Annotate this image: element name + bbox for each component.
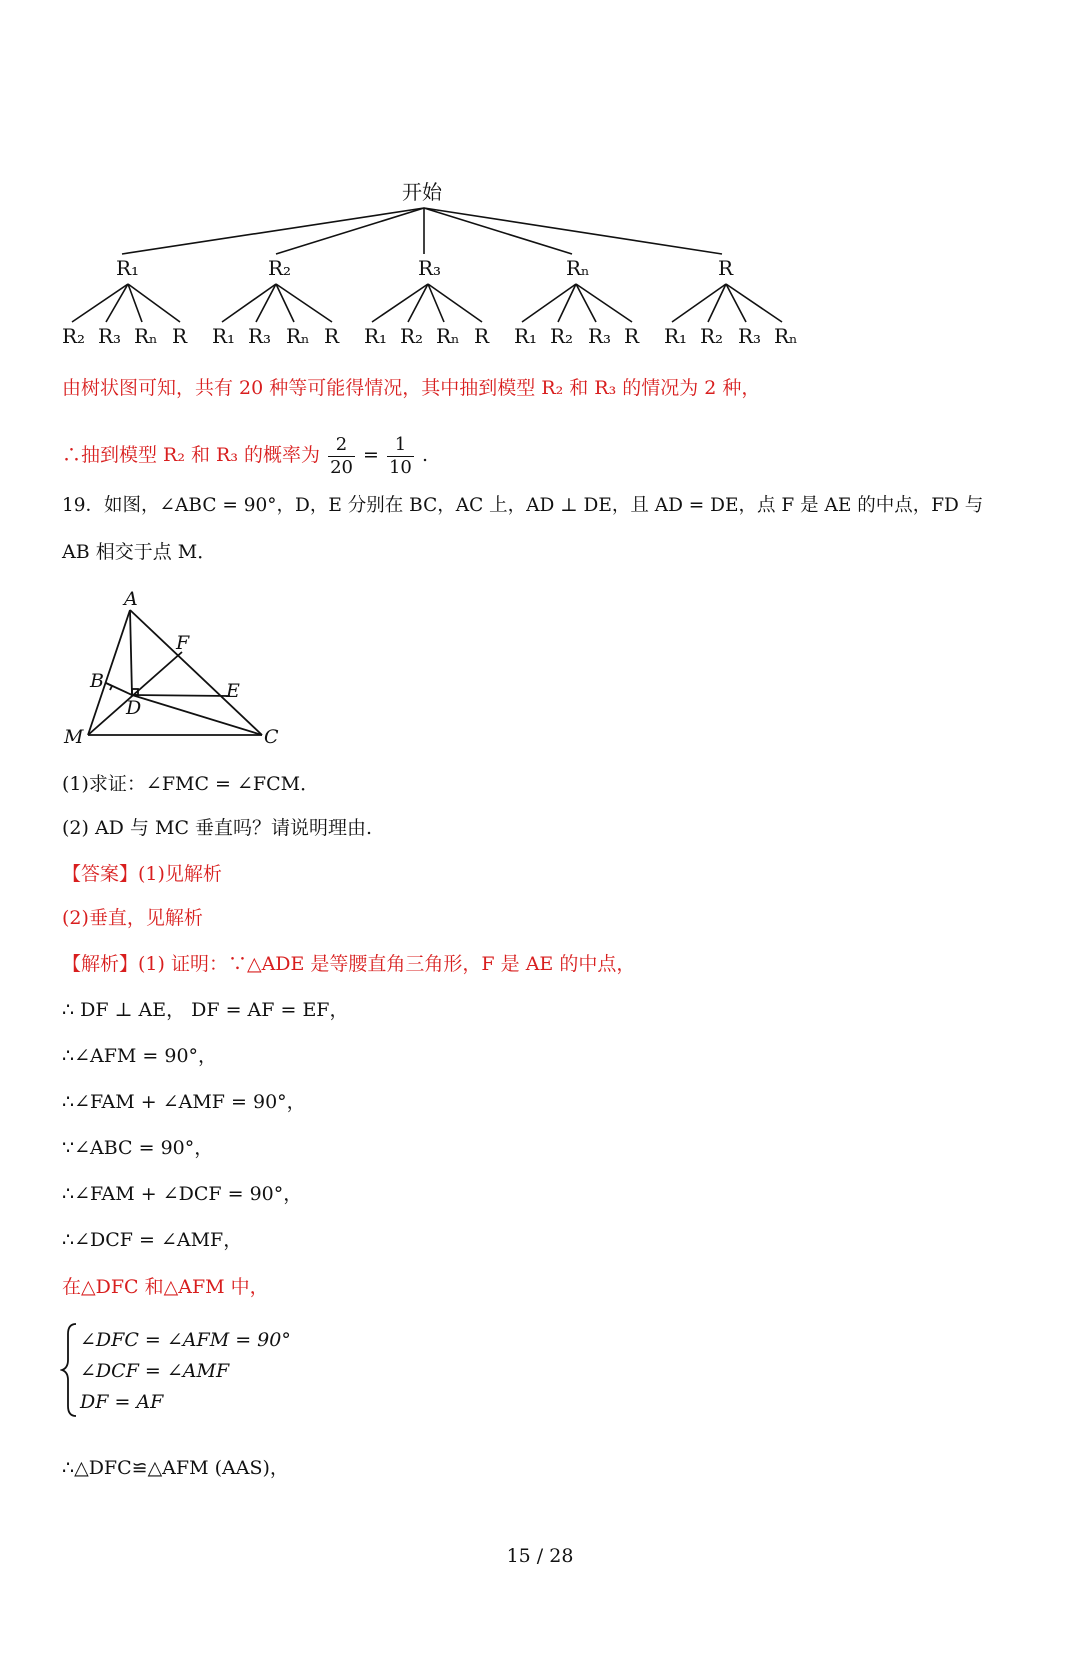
probability-prefix: ∴抽到模型 R₂ 和 R₃ 的概率为 <box>62 444 321 466</box>
label-a: A <box>124 588 138 610</box>
tree-leaf: R₃ <box>588 324 612 348</box>
system-eq: DF = AF <box>80 1391 164 1413</box>
tree-leaf: Rₙ <box>134 324 158 348</box>
sub-question-2: (2) AD 与 MC 垂直吗？请说明理由. <box>62 817 373 839</box>
tree-leaf: R₁ <box>514 324 538 348</box>
tree-leaf: R₃ <box>248 324 272 348</box>
label-e: E <box>226 680 240 702</box>
label-c: C <box>264 726 279 748</box>
fraction-2-20 <box>328 434 355 479</box>
tree-leaf: R <box>172 324 188 348</box>
tree-leaf: R₂ <box>700 324 724 348</box>
answer-line-1: 【答案】(1)见解析 <box>62 863 222 885</box>
proof-step: ∴∠FAM + ∠AMF = 90°， <box>62 1091 306 1113</box>
label-f: F <box>176 632 190 654</box>
answer-line-2: (2)垂直，见解析 <box>62 907 203 929</box>
tree-leaf: R <box>624 324 640 348</box>
tree-node-r3: R₃ <box>418 256 442 280</box>
tree-leaf: R₁ <box>664 324 688 348</box>
left-brace <box>60 1320 80 1420</box>
page-number: 15 / 28 <box>506 1545 574 1567</box>
tree-leaf: Rₙ <box>774 324 798 348</box>
in-triangles-line: 在△DFC 和△AFM 中， <box>62 1276 269 1298</box>
fraction-denominator: 10 <box>388 456 412 478</box>
label-m: M <box>64 726 84 748</box>
conclusion-line: ∴△DFC≌△AFM (AAS)， <box>62 1457 289 1479</box>
tree-leaf: R₁ <box>364 324 388 348</box>
fraction-numerator: 1 <box>387 434 414 457</box>
proof-step: ∴∠AFM = 90°， <box>62 1045 218 1067</box>
equals-sign: = <box>363 444 379 466</box>
tree-leaf: R <box>324 324 340 348</box>
tree-leaf: Rₙ <box>286 324 310 348</box>
label-d: D <box>126 697 142 719</box>
tree-node-rn: Rₙ <box>566 256 590 280</box>
question-19-stem: 19．如图，∠ABC = 90°，D，E 分别在 BC，AC 上，AD ⊥ DE，且 AD = DE，点 F 是 AE 的中点，FD 与 <box>62 495 984 516</box>
proof-step: ∴∠FAM + ∠DCF = 90°， <box>62 1183 303 1205</box>
fraction-1-10 <box>387 434 414 479</box>
question-19-stem-cont: AB 相交于点 M． <box>62 541 217 563</box>
tree-leaf: R₁ <box>212 324 236 348</box>
label-b: B <box>90 670 104 692</box>
tree-node-r1: R₁ <box>116 256 140 280</box>
tree-leaf: R₃ <box>98 324 122 348</box>
tree-leaf: R₂ <box>550 324 574 348</box>
period: . <box>421 444 428 466</box>
tree-leaf: R₂ <box>62 324 86 348</box>
system-eq: ∠DFC = ∠AFM = 90° <box>80 1329 291 1351</box>
proof-step: ∴∠DCF = ∠AMF， <box>62 1229 243 1251</box>
triangle-figure <box>0 0 300 760</box>
tree-node-r: R <box>718 256 734 280</box>
tree-leaf: R₃ <box>738 324 762 348</box>
tree-explanation: 由树状图可知，共有 20 种等可能得情况，其中抽到模型 R₂ 和 R₃ 的情况为 2 种， <box>62 377 761 399</box>
analysis-line-1: 【解析】(1) 证明：∵△ADE 是等腰直角三角形，F 是 AE 的中点， <box>62 953 636 975</box>
tree-leaf: R₂ <box>400 324 424 348</box>
tree-node-r2: R₂ <box>268 256 292 280</box>
proof-step: ∴ DF ⊥ AE， DF = AF = EF， <box>62 999 349 1021</box>
tree-leaf: R <box>474 324 490 348</box>
tree-leaf: Rₙ <box>436 324 460 348</box>
proof-step: ∵∠ABC = 90°， <box>62 1137 214 1159</box>
tree-root: 开始 <box>402 180 442 204</box>
fraction-denominator: 20 <box>330 456 353 478</box>
sub-question-1: (1)求证：∠FMC = ∠FCM． <box>62 773 320 795</box>
fraction-numerator: 2 <box>328 434 355 457</box>
system-eq: ∠DCF = ∠AMF <box>80 1360 230 1382</box>
